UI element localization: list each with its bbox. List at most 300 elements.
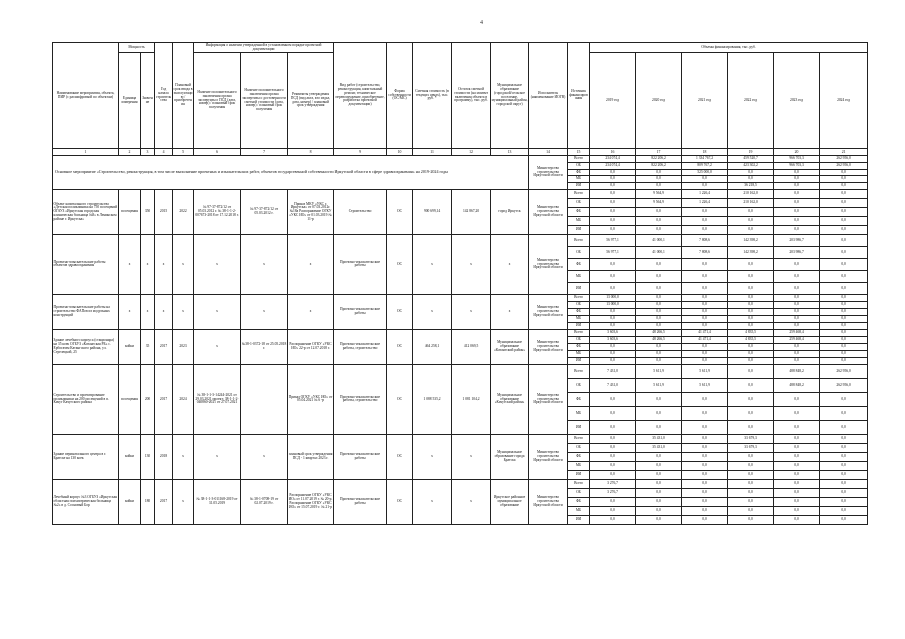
amount-cell: 0,0 [590,270,636,282]
object-approval: Распоряжение ОГКУ «УКС ИО» от 11.07.2019 г. № 20-р. Распоряжение ОГКУ «УКС ИО» от 15.07.2019 г. № 21-р [288,479,334,524]
object-name: Здание перинатального центра в г. Братске на 130 коек [53,434,119,479]
amount-cell: 0,0 [682,258,728,270]
amount-cell: 0,0 [728,301,774,308]
amount-cell: 0,0 [682,270,728,282]
amount-cell: 35 431,0 [636,434,682,443]
object-value: 180 [141,479,155,524]
header-year-2022: 2022 год [728,53,774,149]
amount-cell: 0,0 [682,282,728,294]
amount-cell: 0,0 [820,216,868,225]
object-remainder: 412 069,5 [452,329,491,364]
amount-cell: 0,0 [636,183,682,190]
source-cell: Всего [568,479,590,488]
header-year-2021: 2021 год [682,53,728,149]
amount-cell: 0,0 [774,515,820,524]
header-year-2023: 2023 год [774,53,820,149]
object-estimate: х [241,294,288,329]
object-executor: Министерство строительства Иркутской области [529,364,568,434]
amount-cell: 142 398,2 [728,234,774,246]
header-plan-year: Плановый срок ввода в эксплуатацию / приобретения [173,43,194,149]
amount-cell: 0,0 [774,315,820,322]
amount-cell: 3 603,6 [590,329,636,336]
amount-cell: 0,0 [682,176,728,183]
object-name: Лечебный корпус №3 ОГБУЗ «Иркутская областная психиатрическая больница №2» в д. Сосновый Бор [53,479,119,524]
amount-cell: 0,0 [636,488,682,497]
column-number: 10 [387,149,413,156]
object-name: Объект капитального строительства «Детская поликлиника на 750 посещений ОГАУЗ «Иркутская городская клиническая больница №8» в Ленинском районе г. Иркутска» [53,189,119,234]
object-name: Строительство и проектирование поликлиники на 200 посещений в п. Качуг Качугского района [53,364,119,434]
amount-cell: 1 226,4 [682,198,728,207]
amount-cell: 0,0 [590,452,636,461]
amount-cell: 0,0 [682,461,728,470]
amount-cell: 33 679,3 [728,434,774,443]
section-executor: Министерство строительства Иркутской области [529,156,568,190]
amount-cell: 0,0 [774,392,820,406]
amount-cell: 0,0 [682,207,728,216]
amount-cell: 0,0 [590,350,636,357]
amount-cell: 0,0 [682,225,728,234]
amount-cell: 0,0 [728,308,774,315]
object-unit: койки [119,479,141,524]
amount-cell: 0,0 [774,308,820,315]
header-unit: Единица измерения [119,53,141,149]
amount-cell: 0,0 [728,488,774,497]
amount-cell: 0,0 [774,506,820,515]
amount-cell: 0,0 [590,515,636,524]
amount-cell: 259 468,4 [774,329,820,336]
amount-cell: 0,0 [636,315,682,322]
amount-cell: 0,0 [590,470,636,479]
amount-cell: 0,0 [728,216,774,225]
amount-cell: 3 276,7 [590,488,636,497]
amount-cell: 0,0 [820,207,868,216]
amount-cell: 0,0 [636,406,682,420]
amount-cell: 0,0 [728,322,774,329]
amount-cell: 262 956,0 [820,162,868,169]
object-approval: Распоряжение ОГКУ «УКС ИО» 22-р от 12.07.2018 г. [288,329,334,364]
header-work-type: Вид работ (строительство, реконструкция, капитальный ремонт, техническое перевооружение, приобретение, разработка проектной документации) [334,43,387,149]
source-cell: ИИ [568,515,590,524]
object-conclusion: х [194,329,241,364]
object-conclusion: № 38-1-1-3-011168-2019 от 31.05.2019 [194,479,241,524]
amount-cell: 0,0 [636,470,682,479]
column-number: 9 [334,149,387,156]
source-cell: ИИ [568,420,590,434]
amount-cell: 0,0 [820,315,868,322]
amount-cell: 0,0 [636,176,682,183]
object-start: х [155,294,173,329]
amount-cell: 9 564,9 [636,198,682,207]
source-cell: Всего [568,294,590,301]
amount-cell: 0,0 [636,258,682,270]
object-plan: 2024 [173,364,194,434]
amount-cell: 423 302,2 [728,162,774,169]
amount-cell: 0,0 [774,322,820,329]
amount-cell: 5 611,9 [636,378,682,392]
amount-cell: 0,0 [820,497,868,506]
amount-cell: 262 956,0 [820,364,868,378]
object-approval: плановый срок утверждения ПСД - 1 квартал 2023 г. [288,434,334,479]
amount-cell: 0,0 [728,461,774,470]
amount-cell: 0,0 [590,443,636,452]
amount-cell: 0,0 [820,488,868,497]
amount-cell: 1 334 767,2 [682,156,728,163]
amount-cell: 3 603,6 [590,336,636,343]
object-remainder: х [452,434,491,479]
amount-cell: 0,0 [820,176,868,183]
amount-cell: 0,0 [774,258,820,270]
header-cost: Сметная стоимость (в текущих ценах), тыс. руб. * [413,43,452,149]
object-municipality: х [491,234,529,294]
amount-cell: 0,0 [636,294,682,301]
object-unit: посещения [119,189,141,234]
amount-cell: 0,0 [682,308,728,315]
column-number: 20 [774,149,820,156]
amount-cell: 0,0 [728,515,774,524]
amount-cell: 5 611,9 [682,378,728,392]
column-number: 17 [636,149,682,156]
object-conclusion: № 97-37-872/12 от 05.03.2012 г. № 38-1-1-2-007673-2018 от 17.12.2018 г. [194,189,241,234]
amount-cell: 0,0 [636,515,682,524]
amount-cell: 0,0 [728,282,774,294]
amount-cell: 0,0 [820,336,868,343]
amount-cell: 525 000,0 [682,169,728,176]
amount-cell: 0,0 [820,198,868,207]
amount-cell: 0,0 [636,392,682,406]
amount-cell: 0,0 [820,470,868,479]
object-municipality: Муниципальное образование города Братска [491,434,529,479]
object-cost: х [413,294,452,329]
amount-cell: 210 162,0 [728,198,774,207]
object-name: Проектно-изыскательские работы на строительство ФАПов из модульных конструкций [53,294,119,329]
amount-cell: 0,0 [728,406,774,420]
amount-cell: 0,0 [636,308,682,315]
source-cell: ФБ [568,497,590,506]
amount-cell: 7 808,6 [682,246,728,258]
header-year-2019: 2019 год [590,53,636,149]
source-cell: ФБ [568,392,590,406]
amount-cell: 488 848,2 [774,378,820,392]
amount-cell: 0,0 [774,169,820,176]
header-start-year: Год начала строительства [155,43,173,149]
amount-cell: 0,0 [774,350,820,357]
amount-cell: 0,0 [774,216,820,225]
object-start: 2018 [155,434,173,479]
amount-cell: 0,0 [820,183,868,190]
source-cell: ОБ [568,443,590,452]
source-cell: ИИ [568,282,590,294]
amount-cell: 0,0 [820,234,868,246]
source-cell: МБ [568,506,590,515]
object-conclusion: х [194,234,241,294]
amount-cell: 0,0 [728,497,774,506]
amount-cell: 0,0 [774,420,820,434]
amount-cell: 0,0 [820,461,868,470]
amount-cell: 0,0 [636,479,682,488]
amount-cell: 48 266,5 [636,329,682,336]
column-number-row [53,149,868,156]
amount-cell: 0,0 [728,364,774,378]
amount-cell: 0,0 [774,479,820,488]
amount-cell: 0,0 [820,406,868,420]
amount-cell: 0,0 [820,169,868,176]
amount-cell: 56 977,1 [590,246,636,258]
amount-cell: 0,0 [774,176,820,183]
amount-cell: 36 218,5 [728,183,774,190]
source-cell: ФБ [568,258,590,270]
source-cell: МБ [568,406,590,420]
amount-cell: 5 611,9 [682,364,728,378]
object-work: Проектно-изыскательские работы [334,294,387,329]
amount-cell: 966 703,3 [774,162,820,169]
amount-cell: 0,0 [728,169,774,176]
amount-cell: 0,0 [590,420,636,434]
amount-cell: 0,0 [590,357,636,364]
object-remainder: 142 867,20 [452,189,491,234]
amount-cell: 0,0 [728,176,774,183]
amount-cell: 0,0 [636,322,682,329]
object-municipality: Иркутское районное муниципальное образование [491,479,529,524]
amount-cell: 0,0 [590,392,636,406]
amount-cell: 0,0 [682,452,728,461]
object-cost: 464 258,1 [413,329,452,364]
amount-cell: 203 986,7 [774,234,820,246]
amount-cell: 0,0 [820,452,868,461]
object-municipality: х [491,294,529,329]
object-work: Проектно-изыскательские работы, строительство [334,329,387,364]
amount-cell: 0,0 [590,189,636,198]
source-cell: Всего [568,364,590,378]
amount-cell: 0,0 [774,406,820,420]
amount-cell: 9 564,9 [636,189,682,198]
amount-cell: 4 835,5 [728,336,774,343]
amount-cell: 0,0 [774,225,820,234]
amount-cell: 0,0 [682,470,728,479]
amount-cell: 0,0 [590,315,636,322]
column-number: 13 [491,149,529,156]
amount-cell: 0,0 [774,470,820,479]
source-cell: Всего [568,434,590,443]
amount-cell: 0,0 [590,176,636,183]
amount-cell: 0,0 [636,301,682,308]
object-municipality: Муниципальное образование «Качугский район» [491,364,529,434]
object-work: Проектно-изыскательские работы [334,434,387,479]
object-approval: х [288,294,334,329]
amount-cell: 0,0 [590,308,636,315]
amount-cell: 0,0 [682,497,728,506]
amount-cell: 0,0 [820,329,868,336]
object-work: Проектно-изыскательские работы [334,479,387,524]
source-cell: МБ [568,270,590,282]
amount-cell: 0,0 [590,225,636,234]
source-cell: ФБ [568,452,590,461]
amount-cell: 0,0 [590,207,636,216]
amount-cell: 0,0 [636,207,682,216]
source-cell: ФБ [568,207,590,216]
object-remainder: х [452,234,491,294]
amount-cell: 3 276,7 [590,479,636,488]
amount-cell: 0,0 [682,343,728,350]
section-title: Основное мероприятие «Строительство, реконструкция, в том числе выполнение проектных и изыскательских работ, объектов государственной собственности Иркутской области в сфере здравоохранения» на 2019-2024 годы [53,156,529,190]
amount-cell: 56 977,1 [590,234,636,246]
amount-cell: 33 679,3 [728,443,774,452]
object-cost: х [413,479,452,524]
amount-cell: 0,0 [636,169,682,176]
source-cell: ИИ [568,470,590,479]
object-unit: х [119,234,141,294]
amount-cell: 0,0 [682,443,728,452]
column-number: 7 [241,149,288,156]
amount-cell: 0,0 [682,479,728,488]
amount-cell: 0,0 [820,246,868,258]
source-cell: ОБ [568,198,590,207]
amount-cell: 0,0 [636,452,682,461]
source-cell: МБ [568,315,590,322]
amount-cell: 0,0 [774,183,820,190]
object-plan: 2023 [173,329,194,364]
object-executor: Министерство строительства Иркутской области [529,329,568,364]
amount-cell: 259 468,4 [774,336,820,343]
column-number: 3 [141,149,155,156]
object-executor: Министерство строительства Иркутской области [529,434,568,479]
amount-cell: 0,0 [774,189,820,198]
amount-cell: 0,0 [636,497,682,506]
amount-cell: 0,0 [682,434,728,443]
amount-cell: 0,0 [774,434,820,443]
object-estimate: № 38-1-0708-19 от 02.07.2019 г. [241,479,288,524]
amount-cell: 0,0 [682,183,728,190]
object-remainder: х [452,479,491,524]
object-cost: 1 088 535,2 [413,364,452,434]
object-plan: 2022 [173,189,194,234]
object-value: 35 [141,329,155,364]
amount-cell: 0,0 [636,270,682,282]
object-own: ОС [387,364,413,434]
amount-cell: 0,0 [774,207,820,216]
amount-cell: 7 431,0 [590,364,636,378]
amount-cell: 0,0 [820,301,868,308]
column-number: 2 [119,149,141,156]
object-row [53,294,868,301]
header-finance-group: Объемы финансирования, тыс. руб. [590,43,868,53]
source-cell: Всего [568,234,590,246]
amount-cell: 0,0 [820,434,868,443]
header-capacity: Мощность [119,43,155,53]
amount-cell: 0,0 [728,392,774,406]
amount-cell: 0,0 [728,343,774,350]
object-remainder: х [452,294,491,329]
object-start: 2017 [155,364,173,434]
source-cell: ФБ [568,169,590,176]
source-cell: ИИ [568,183,590,190]
amount-cell: 0,0 [728,294,774,301]
amount-cell: 0,0 [682,350,728,357]
amount-cell: 203 986,7 [774,246,820,258]
object-unit: посещения [119,364,141,434]
object-plan: х [173,294,194,329]
object-row [53,434,868,443]
amount-cell: 0,0 [590,216,636,225]
object-start: 2017 [155,479,173,524]
object-unit: койки [119,434,141,479]
column-number: 18 [682,149,728,156]
source-cell: ОБ [568,378,590,392]
object-executor: Министерство строительства Иркутской области [529,234,568,294]
amount-cell: 48 266,5 [636,336,682,343]
amount-cell: 0,0 [636,420,682,434]
object-conclusion: х [194,434,241,479]
amount-cell: 0,0 [636,343,682,350]
amount-cell: 0,0 [820,479,868,488]
source-cell: ОБ [568,246,590,258]
amount-cell: 0,0 [728,378,774,392]
amount-cell: 0,0 [590,506,636,515]
object-start: х [155,234,173,294]
object-start: 2015 [155,189,173,234]
page-mark: 4 [480,20,483,26]
source-cell: ИИ [568,225,590,234]
source-cell: ИИ [568,357,590,364]
header-remainder: Остаток сметной стоимости (на момент включения объекта в программу), тыс. руб. [452,43,491,149]
amount-cell: 0,0 [682,216,728,225]
object-value: 130 [141,434,155,479]
object-own: ОС [387,294,413,329]
object-unit: х [119,294,141,329]
object-value: х [141,234,155,294]
amount-cell: 0,0 [774,452,820,461]
object-value: х [141,294,155,329]
amount-cell: 210 162,0 [728,189,774,198]
object-conclusion: № 38-1-1-3-14244-2021 от 29.03.2021 проект; 38-1-1-2-040860-2021 от 27.07.2021 [194,364,241,434]
amount-cell: 0,0 [728,479,774,488]
source-cell: ОБ [568,301,590,308]
column-number: 19 [728,149,774,156]
amount-cell: 0,0 [590,322,636,329]
object-executor: Министерство строительства Иркутской области [529,479,568,524]
amount-cell: 0,0 [728,506,774,515]
amount-cell: 0,0 [820,350,868,357]
amount-cell: 0,0 [774,461,820,470]
header-ownership: Форма собственности (ОС/МС) [387,43,413,149]
amount-cell: 0,0 [682,515,728,524]
header-name: Наименование мероприятия, объекта, ПИР (с расшифровкой по объектам) [53,43,119,149]
amount-cell: 262 956,0 [820,378,868,392]
object-name: Здание лечебного корпуса (стационара) на 35 коек ОГБУЗ «Катангская РБ» с. Ербогачен Катангского района, ул. Стрелецкой, 25 [53,329,119,364]
amount-cell: 0,0 [728,452,774,461]
source-cell: Всего [568,189,590,198]
amount-cell: 41 471,4 [682,336,728,343]
header-municipality: Муниципальное образование (городской/сельское поселение, муниципальный район, городской округ) [491,43,529,149]
amount-cell: 0,0 [590,434,636,443]
amount-cell: 0,0 [682,322,728,329]
object-own: ОС [387,479,413,524]
amount-cell: 41 000,1 [636,234,682,246]
amount-cell: 0,0 [774,301,820,308]
object-approval: х [288,234,334,294]
header-year-2020: 2020 год [636,53,682,149]
column-number: 14 [529,149,568,156]
amount-cell: 0,0 [682,406,728,420]
amount-cell: 488 848,2 [774,364,820,378]
amount-cell: 0,0 [774,497,820,506]
object-row [53,234,868,246]
object-approval: Приказ МКУ «УКС г. Иркутска» от 07.03.2012г. №18а Распоряжение ОГКУ «УКС ИО» от 01.03.2019 № 11-р [288,189,334,234]
amount-cell: 0,0 [820,225,868,234]
object-cost: х [413,434,452,479]
object-executor: Министерство строительства Иркутской области [529,294,568,329]
object-own: ОС [387,234,413,294]
amount-cell: 0,0 [682,357,728,364]
